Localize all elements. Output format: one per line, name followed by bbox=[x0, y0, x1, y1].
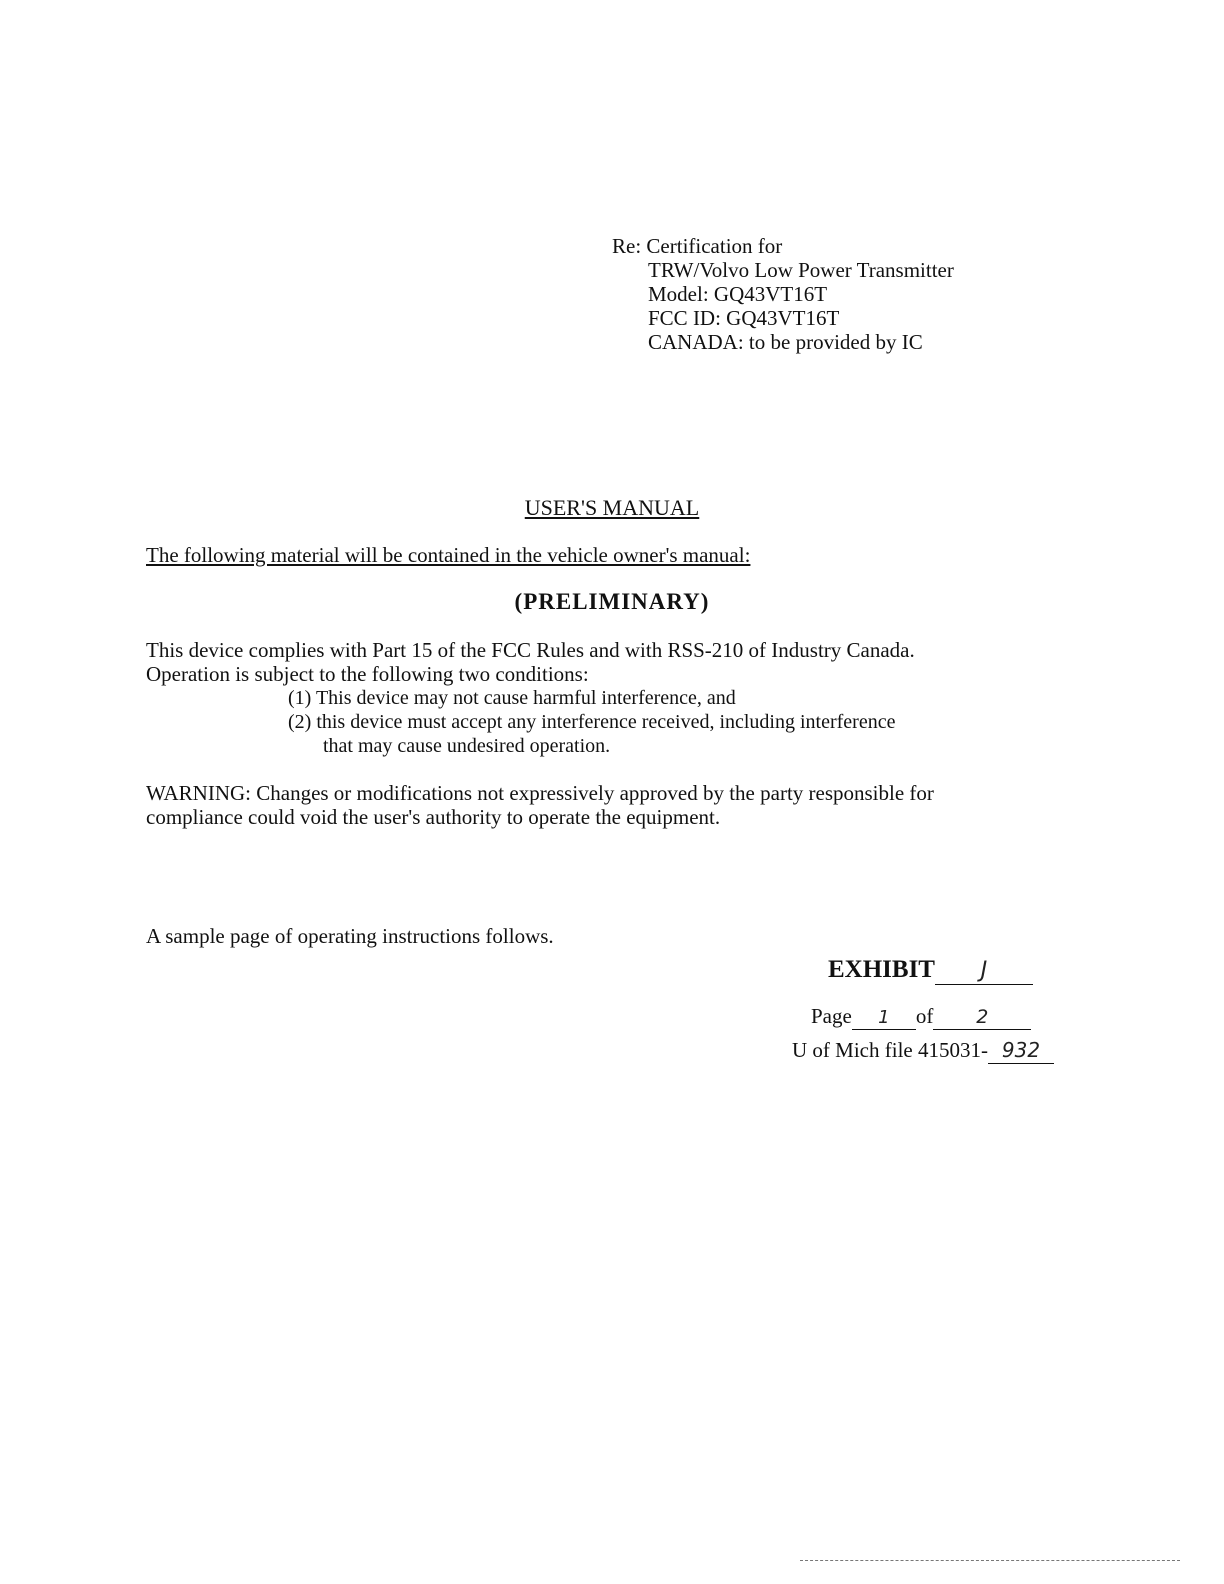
exhibit-label-block bbox=[828, 956, 1033, 985]
warning-line: WARNING: Changes or modifications not expressively approved by the party responsible for bbox=[146, 781, 934, 805]
page-handwritten-value: 1 bbox=[878, 1007, 890, 1028]
re-line: Re: Certification for bbox=[612, 234, 783, 258]
compliance-paragraph bbox=[146, 638, 915, 686]
file-handwritten-value: 932 bbox=[1001, 1038, 1041, 1062]
model-line: Model: GQ43VT16T bbox=[648, 282, 828, 306]
of-handwritten-value: 2 bbox=[976, 1006, 989, 1028]
page-count-line bbox=[811, 1004, 1031, 1030]
sample-page-note: A sample page of operating instructions follows. bbox=[146, 924, 554, 948]
of-blank bbox=[933, 1004, 1031, 1030]
of-label: of bbox=[915, 1004, 934, 1028]
file-number-line bbox=[792, 1038, 1054, 1064]
condition-1: (1) This device may not cause harmful interference, and bbox=[288, 687, 736, 709]
exhibit-label: EXHIBIT bbox=[828, 956, 935, 983]
scan-artifact-line bbox=[800, 1560, 1180, 1563]
page-label: Page bbox=[811, 1004, 852, 1028]
users-manual-title: USER'S MANUAL bbox=[524, 495, 700, 520]
warning-line: compliance could void the user's authority to operate the equipment. bbox=[146, 805, 721, 829]
manual-intro-text: The following material will be contained in the vehicle owner's manual: bbox=[146, 543, 751, 567]
canada-line: CANADA: to be provided by IC bbox=[648, 330, 923, 354]
fcc-id-line: FCC ID: GQ43VT16T bbox=[648, 306, 840, 330]
exhibit-handwritten-value: J bbox=[980, 958, 988, 983]
condition-2: (2) this device must accept any interference received, including interference bbox=[288, 711, 896, 733]
compliance-line: Operation is subject to the following two conditions: bbox=[146, 662, 589, 686]
warning-paragraph bbox=[146, 781, 934, 829]
certification-reference-block bbox=[612, 234, 954, 354]
users-manual-heading bbox=[0, 495, 1224, 521]
condition-2-continued: that may cause undesired operation. bbox=[323, 735, 611, 757]
product-line: TRW/Volvo Low Power Transmitter bbox=[648, 258, 954, 282]
preliminary-label: (PRELIMINARY) bbox=[514, 589, 710, 614]
file-label: U of Mich file 415031- bbox=[792, 1038, 988, 1062]
page-blank bbox=[852, 1004, 916, 1030]
exhibit-blank bbox=[935, 956, 1033, 985]
file-blank bbox=[988, 1038, 1054, 1064]
compliance-line: This device complies with Part 15 of the FCC Rules and with RSS-210 of Industry Canada. bbox=[146, 638, 915, 662]
